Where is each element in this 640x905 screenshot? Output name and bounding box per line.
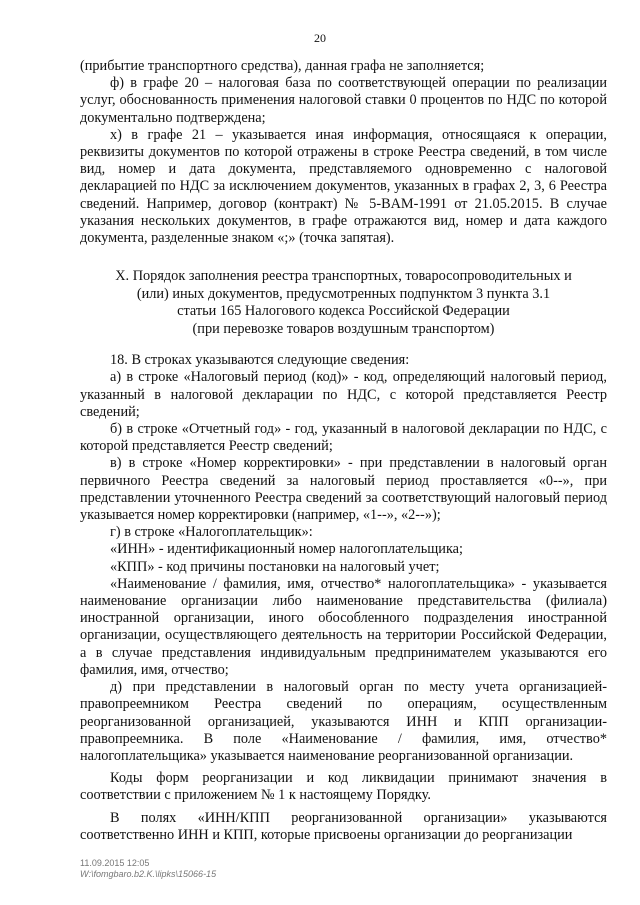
footer-path: W:\fomgbaro.b2.K.\lipks\15066-15 <box>80 869 217 879</box>
paragraph-kpp: «КПП» - код причины постановки на налоговый учет; <box>110 558 440 575</box>
section-title-line: статьи 165 Налогового кодекса Российской Федерации <box>177 303 510 320</box>
paragraph-reorg-codes: Коды форм реорганизации и код ликвидации принимают значения в соответствии с приложением № 1 к настоящему Порядку. <box>80 770 607 804</box>
footer-stamp <box>80 858 216 880</box>
section-title-line: (или) иных документов, предусмотренных подпунктом 3 пункта 3.1 <box>136 285 551 302</box>
paragraph-item-g: г) в строке «Налогоплательщик»: <box>110 524 313 541</box>
paragraph-reorg-inn-kpp: В полях «ИНН/КПП реорганизованной организации» указываются соответственно ИНН и КПП, которые присвоены организации до реорганизации <box>80 809 607 843</box>
paragraph-inn: «ИНН» - идентификационный номер налогоплательщика; <box>110 541 463 558</box>
paragraph-item-f: ф) в графе 20 – налоговая база по соответствующей операции по реализации услуг, обоснованность применения налоговой ставки 0 процентов по НДС по которой документально подтверждена; <box>80 75 607 126</box>
paragraph-item-18: 18. В строках указываются следующие сведения: <box>110 352 410 369</box>
paragraph-item-a: а) в строке «Налоговый период (код)» - код, определяющий налоговый период, указанный в налоговой декларации по НДС, с которой представляется Реестр сведений; <box>80 369 607 420</box>
section-title-line: X. Порядок заполнения реестра транспортных, товаросопроводительных и <box>115 268 572 285</box>
paragraph-name: «Наименование / фамилия, имя, отчество* налогоплательщика» - указывается наименование организации либо наименование представительства (филиала) иностранной организации, иного обособленного подразделения иностранной организации, осуществляющего деятельность на территории Российской Федерации, а в случае представления индивидуальным предпринимателем указываются его фамилия, имя, отчество; <box>80 575 607 678</box>
footer-timestamp: 11.09.2015 12:05 <box>80 858 150 868</box>
section-title <box>80 268 607 338</box>
paragraph-item-v: в) в строке «Номер корректировки» - при представлении в налоговый орган первичного Реестра сведений за налоговый период проставляется «0--», при представлении уточненного Реестра сведений за соответствующий налоговый период указывается номер корректировки (например, «1--», «2--»); <box>80 455 607 524</box>
section-title-line: (при перевозке товаров воздушным транспортом) <box>192 320 495 337</box>
page-number: 20 <box>314 31 326 45</box>
paragraph-item-b: б) в строке «Отчетный год» - год, указанный в налоговой декларации по НДС, с которой представляется Реестр сведений; <box>80 421 607 455</box>
document-body <box>80 58 607 844</box>
paragraph-item-d: д) при представлении в налоговый орган по месту учета организацией-правопреемником Реестра сведений по операциям, осуществленным реорганизованной организацией, указываются ИНН и КПП организации-правопреемника. В поле «Наименование / фамилия, имя, отчество* налогоплательщика» указывается наименование реорганизованной организации. <box>80 679 607 764</box>
paragraph-item-kh: х) в графе 21 – указывается иная информация, относящаяся к операции, реквизиты документов по которой отражены в строке Реестра сведений, в том числе вид, номер и дата документа, представляемого одновременно с налоговой декларацией по НДС за исключением документов, указанных в графах 2, 3, 6 Реестра сведений. Например, договор (контракт) № 5-BAM-1991 от 21.05.2015. В случае указания нескольких документов, в графе отражаются вид, номер и дата каждого документа, разделенные знаком «;» (точка запятая). <box>80 126 607 247</box>
paragraph-continuation: (прибытие транспортного средства), данная графа не заполняется; <box>80 58 485 74</box>
